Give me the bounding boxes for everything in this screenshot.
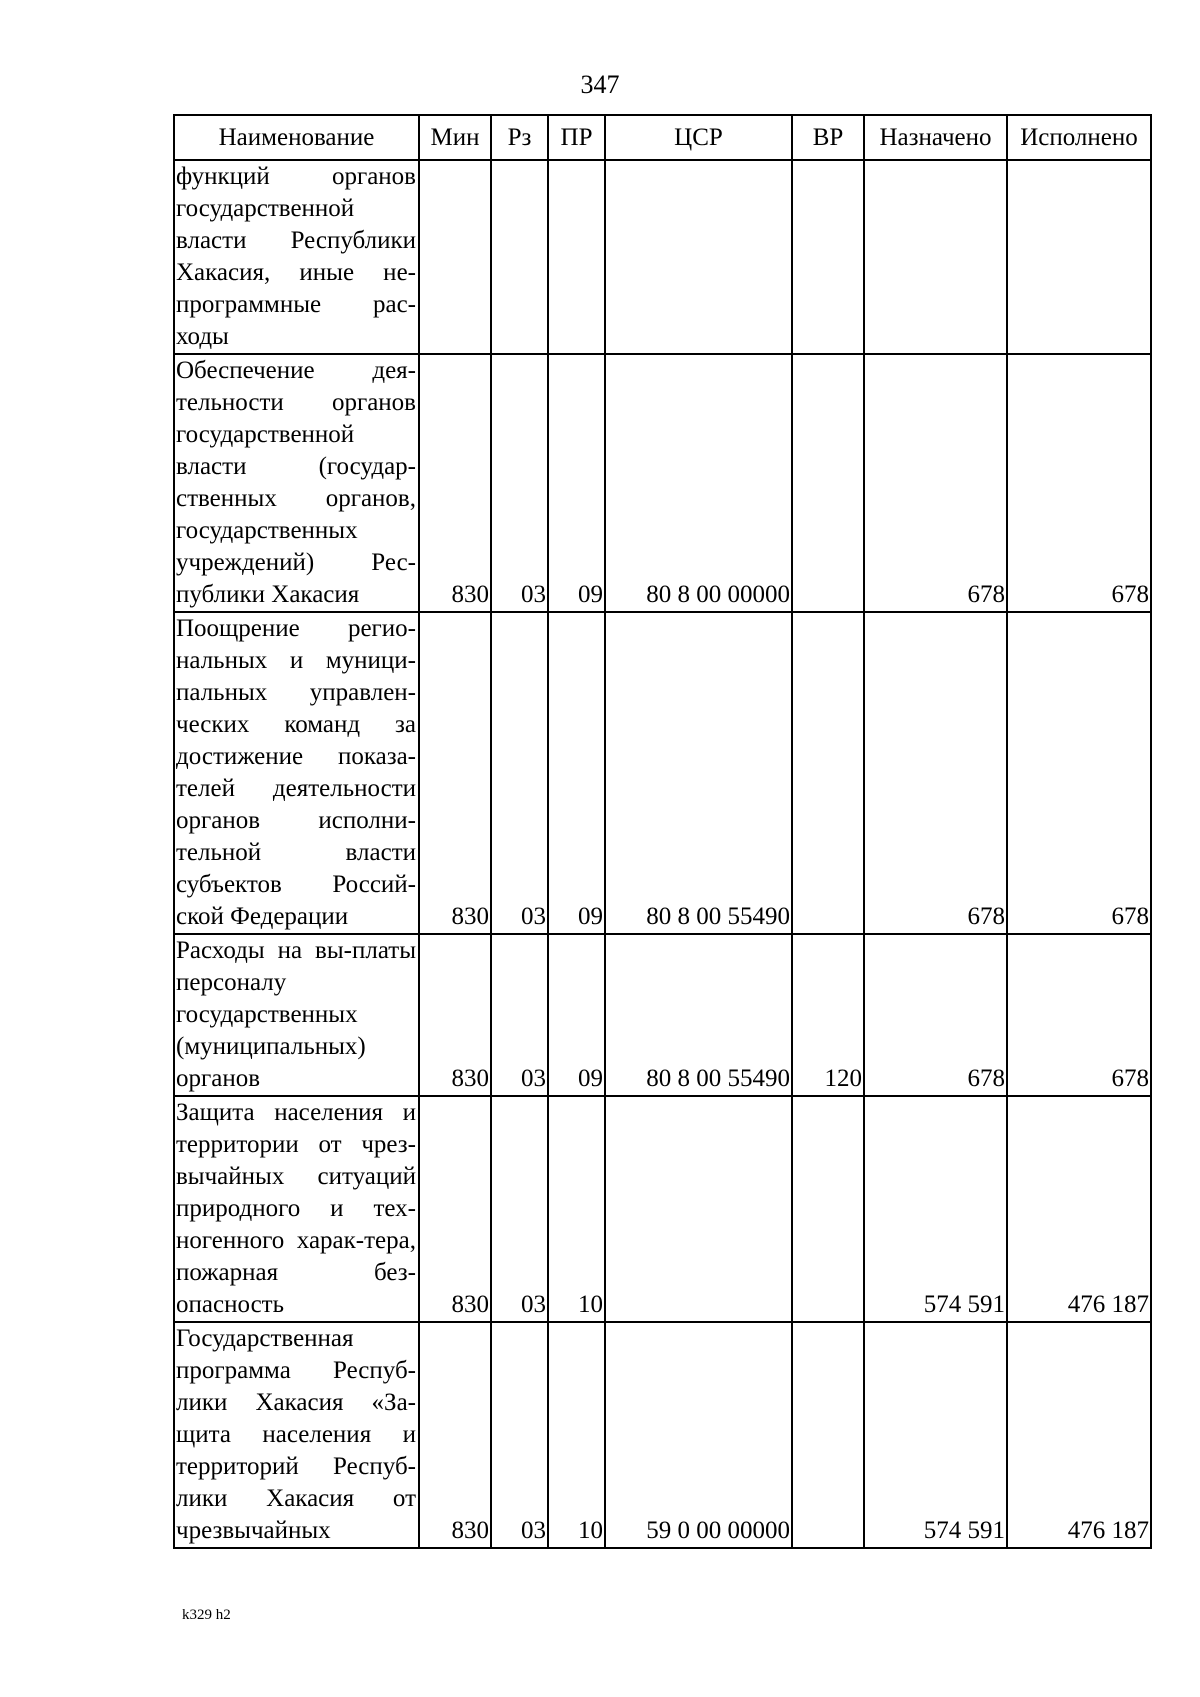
row-executed: [1007, 160, 1151, 354]
row-vr: [792, 160, 864, 354]
row-min: 830: [419, 1322, 491, 1548]
header-pr: ПР: [548, 115, 605, 160]
row-planned: 678: [864, 612, 1007, 934]
row-planned: 574 591: [864, 1322, 1007, 1548]
table-row: [174, 934, 1151, 1096]
header-csr: ЦСР: [605, 115, 792, 160]
row-name: Государственная программа Респуб-лики Хакасия «За-щита населения и территорий Респуб-лики Хакасия от чрезвычайных: [174, 1322, 419, 1548]
row-csr: [605, 1096, 792, 1322]
row-min: 830: [419, 934, 491, 1096]
row-csr: 80 8 00 55490: [605, 612, 792, 934]
table-header-row: [174, 115, 1151, 160]
row-csr: 80 8 00 55490: [605, 934, 792, 1096]
row-pr: 09: [548, 354, 605, 612]
row-pr: 09: [548, 934, 605, 1096]
row-planned: 678: [864, 354, 1007, 612]
row-min: 830: [419, 1096, 491, 1322]
row-rz: 03: [491, 612, 548, 934]
header-name: Наименование: [174, 115, 419, 160]
row-vr: 120: [792, 934, 864, 1096]
header-vr: ВР: [792, 115, 864, 160]
page-number: 347: [580, 70, 620, 99]
row-vr: [792, 354, 864, 612]
row-min: 830: [419, 354, 491, 612]
row-planned: [864, 160, 1007, 354]
row-name: Поощрение регио-нальных и муници-пальных управлен-ческих команд за достижение показа-телей деятельности органов исполни-тельной власти субъектов Россий-ской Федерации: [174, 612, 419, 934]
row-rz: 03: [491, 934, 548, 1096]
row-min: [419, 160, 491, 354]
row-executed: 678: [1007, 354, 1151, 612]
row-csr: [605, 160, 792, 354]
row-pr: 10: [548, 1096, 605, 1322]
header-min: Мин: [419, 115, 491, 160]
row-executed: 678: [1007, 934, 1151, 1096]
budget-table: [173, 114, 1152, 1549]
row-planned: 574 591: [864, 1096, 1007, 1322]
header-executed: Исполнено: [1007, 115, 1151, 160]
table-row: [174, 354, 1151, 612]
header-rz: Рз: [491, 115, 548, 160]
table-row: [174, 160, 1151, 354]
row-pr: 09: [548, 612, 605, 934]
row-rz: 03: [491, 1322, 548, 1548]
row-executed: 476 187: [1007, 1322, 1151, 1548]
table-row: [174, 1322, 1151, 1548]
row-executed: 678: [1007, 612, 1151, 934]
row-name: Обеспечение дея-тельности органов государственной власти (государ-ственных органов, государственных учреждений) Рес-публики Хакасия: [174, 354, 419, 612]
row-vr: [792, 612, 864, 934]
row-name: Защита населения и территории от чрез-вычайных ситуаций природного и тех-ногенного харак-тера, пожарная без-опасность: [174, 1096, 419, 1322]
row-csr: 59 0 00 00000: [605, 1322, 792, 1548]
row-rz: 03: [491, 1096, 548, 1322]
row-rz: 03: [491, 354, 548, 612]
header-planned: Назначено: [864, 115, 1007, 160]
row-executed: 476 187: [1007, 1096, 1151, 1322]
row-min: 830: [419, 612, 491, 934]
row-pr: 10: [548, 1322, 605, 1548]
table-row: [174, 1096, 1151, 1322]
row-name: Расходы на вы-платы персоналу государственных (муниципальных) органов: [174, 934, 419, 1096]
row-vr: [792, 1322, 864, 1548]
row-csr: 80 8 00 00000: [605, 354, 792, 612]
row-name: функций органов государственной власти Республики Хакасия, иные не-программные рас-ходы: [174, 160, 419, 354]
row-pr: [548, 160, 605, 354]
row-vr: [792, 1096, 864, 1322]
table-row: [174, 612, 1151, 934]
row-rz: [491, 160, 548, 354]
row-planned: 678: [864, 934, 1007, 1096]
footer-document-code: k329 h2: [182, 1607, 231, 1623]
